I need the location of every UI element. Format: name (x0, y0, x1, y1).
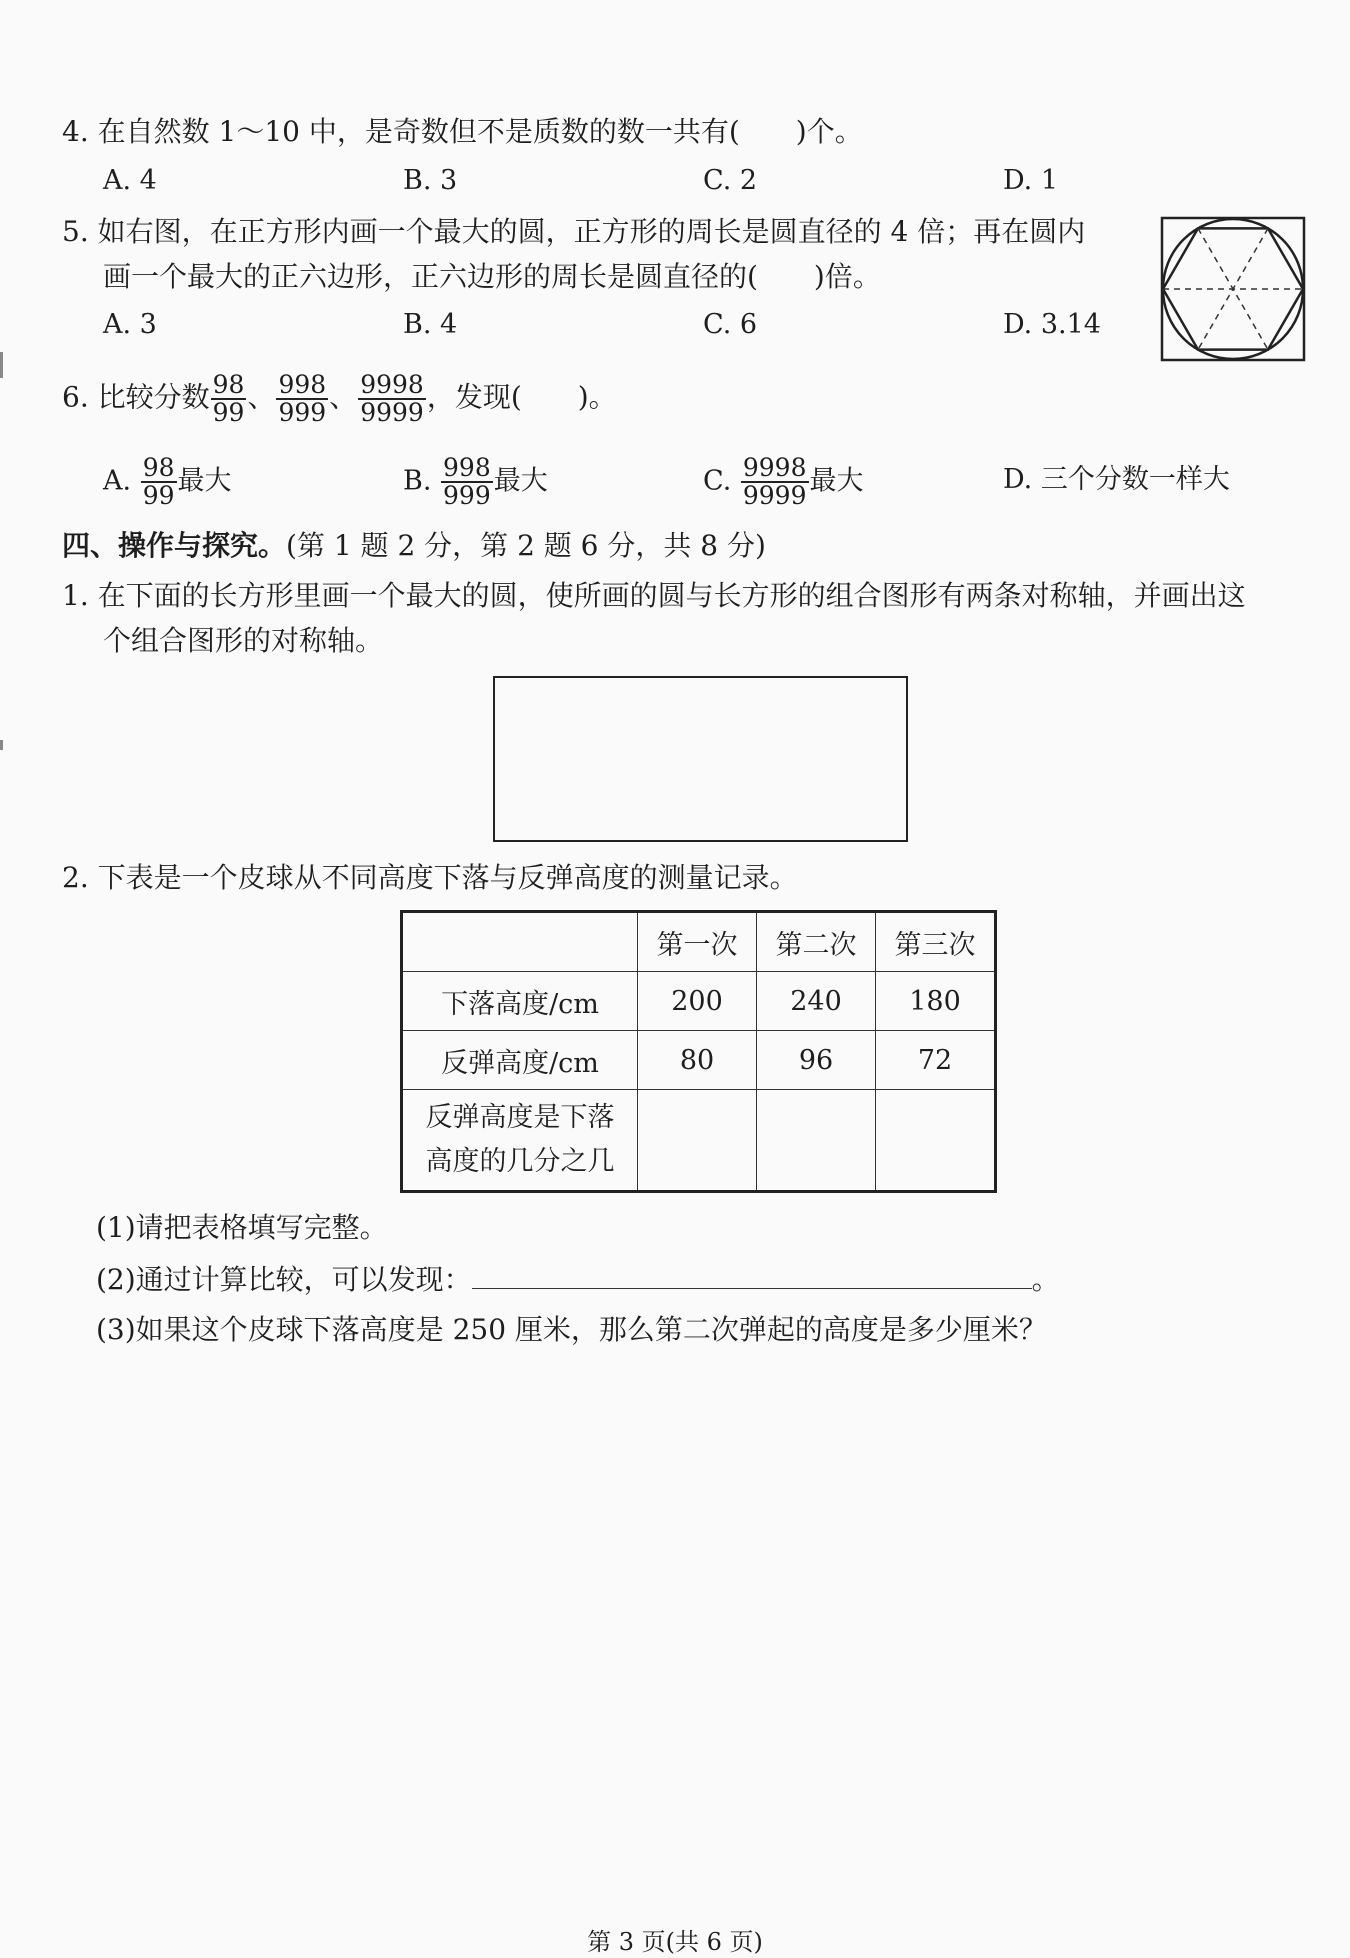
q6-option-b: B. $\frac{998}{999}$ 最大 (403, 453, 548, 510)
question-5-line-1: 5. 如右图，在正方形内画一个最大的圆，正方形的周长是圆直径的 4 倍；再在圆内 (62, 215, 1086, 248)
answer-cell[interactable] (638, 1090, 757, 1192)
q6-option-d: D. 三个分数一样大 (1003, 464, 1230, 495)
question-6-text: 6. 比较分数 $\frac{98}{99}$ 、 $\frac{998}{999}$ 、 $\frac{9998}{9999}$ ，发现( )。 (62, 370, 617, 427)
table-header-row (402, 912, 996, 972)
fraction-998-999: $\frac{998}{999}$ (278, 370, 327, 427)
table-header-cell: 第二次 (757, 912, 876, 972)
q6-option-a: A. $\frac{98}{99}$ 最大 (103, 453, 232, 510)
q5-option-a: A. 3 (103, 309, 157, 340)
bounce-height-table (400, 910, 997, 1193)
table-header-cell: 第一次 (638, 912, 757, 972)
problem-1-line-1: 1. 在下面的长方形里画一个最大的圆，使所画的圆与长方形的组合图形有两条对称轴，并画出这 (62, 579, 1246, 612)
square-circle-hexagon-figure (1160, 216, 1306, 362)
answer-cell[interactable] (757, 1090, 876, 1192)
q5-option-d: D. 3.14 (1003, 309, 1101, 340)
answer-cell[interactable] (876, 1090, 996, 1192)
question-5-line-2: 画一个最大的正六边形，正六边形的周长是圆直径的( )倍。 (103, 260, 881, 293)
section-4-score: (第 1 题 2 分，第 2 题 6 分，共 8 分) (286, 529, 766, 562)
question-4-text: 4. 在自然数 1～10 中，是奇数但不是质数的数一共有( )个。 (62, 115, 863, 148)
q6-suffix: ，发现( )。 (426, 380, 617, 414)
table-cell: 180 (876, 972, 996, 1031)
table-row (402, 1090, 996, 1192)
q6-prefix: 6. 比较分数 (62, 380, 210, 414)
q4-option-b: B. 3 (403, 165, 458, 196)
sub-question-3: (3)如果这个皮球下落高度是 250 厘米，那么第二次弹起的高度是多少厘米？ (96, 1313, 1047, 1346)
sub-question-2: (2)通过计算比较，可以发现： 。 (96, 1263, 1060, 1296)
table-cell: 200 (638, 972, 757, 1031)
table-cell: 72 (876, 1031, 996, 1090)
fraction-98-99: $\frac{98}{99}$ (212, 370, 245, 427)
q4-option-a: A. 4 (103, 165, 157, 196)
binding-mark (0, 740, 3, 750)
problem-2-intro: 2. 下表是一个皮球从不同高度下落与反弹高度的测量记录。 (62, 861, 798, 894)
table-cell: 240 (757, 972, 876, 1031)
table-corner-cell (402, 912, 638, 972)
table-row-label: 反弹高度/cm (402, 1031, 638, 1090)
binding-mark (0, 352, 3, 378)
table-row-label: 下落高度/cm (402, 972, 638, 1031)
table-cell: 96 (757, 1031, 876, 1090)
table-header-cell: 第三次 (876, 912, 996, 972)
table-row-label: 反弹高度是下落 高度的几分之几 (402, 1090, 638, 1192)
table-cell: 80 (638, 1031, 757, 1090)
problem-1-line-2: 个组合图形的对称轴。 (103, 624, 384, 657)
table-row (402, 1031, 996, 1090)
section-4-heading (62, 528, 766, 564)
q6-option-c: C. $\frac{9998}{9999}$ 最大 (703, 453, 864, 510)
hexagon-diagonals (1163, 228, 1303, 349)
drawing-rectangle[interactable] (493, 676, 908, 842)
sub-question-1: (1)请把表格填写完整。 (96, 1211, 388, 1244)
table-row (402, 972, 996, 1031)
section-4-title: 四、操作与探究。 (62, 529, 287, 562)
answer-blank[interactable] (472, 1264, 1032, 1289)
page-footer: 第 3 页(共 6 页) (587, 1928, 763, 1956)
q4-option-d: D. 1 (1003, 165, 1059, 196)
q5-option-c: C. 6 (703, 309, 758, 340)
fraction-9998-9999: $\frac{9998}{9999}$ (360, 370, 424, 427)
q5-option-b: B. 4 (403, 309, 458, 340)
q4-option-c: C. 2 (703, 165, 758, 196)
